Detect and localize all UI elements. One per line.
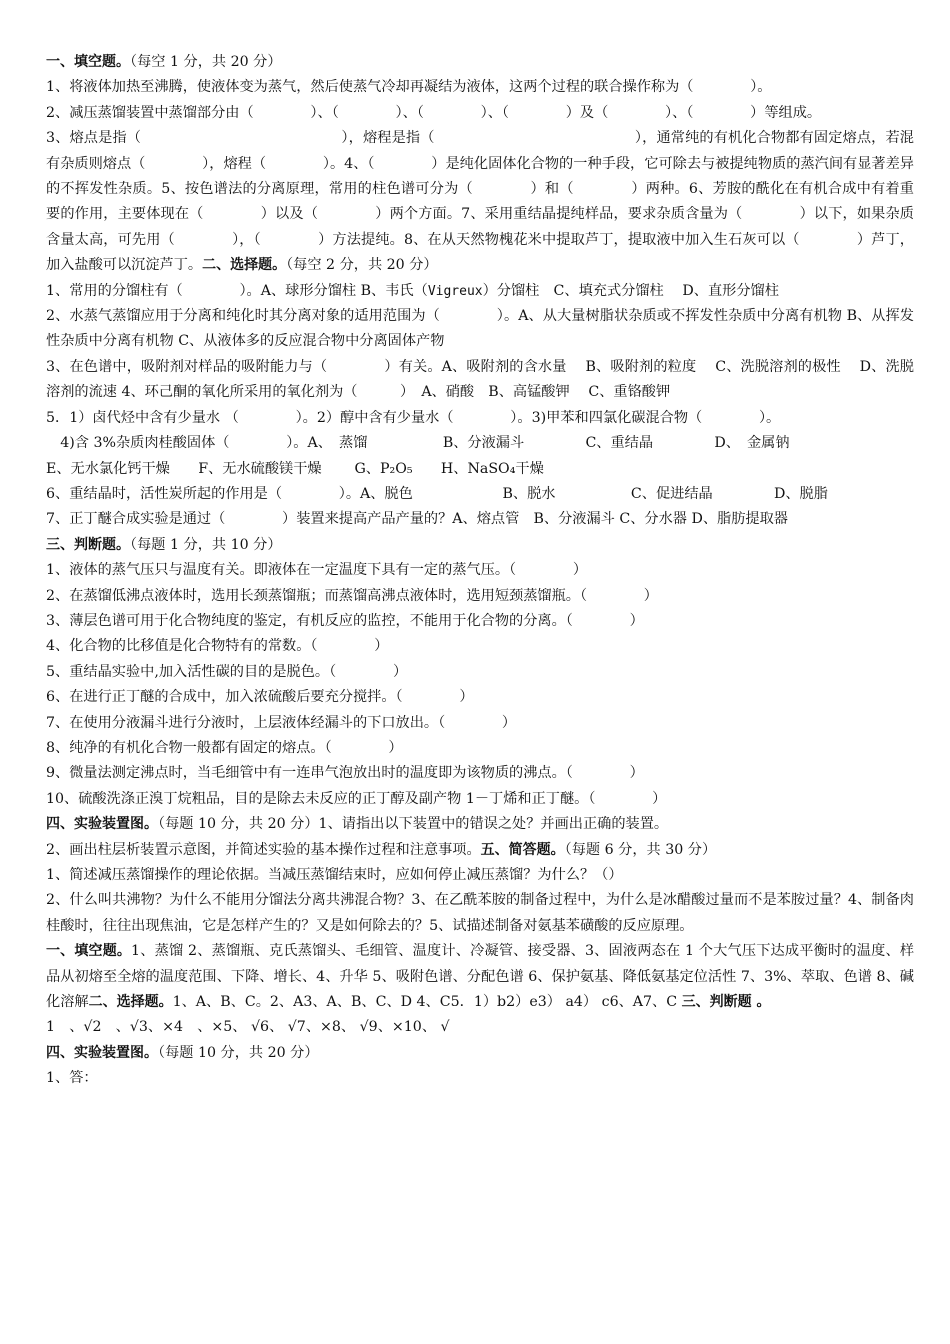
fill-q1: 1、将液体加热至沸腾，使液体变为蒸气，然后使蒸气冷却再凝结为液体，这两个过程的联合操作称为（ ）。 — [46, 79, 772, 96]
choice-q1-text-a: 1、常用的分馏柱有（ ）。A、球形分馏柱 B、韦氏（ — [46, 282, 428, 299]
short-q1: 1、简述减压蒸馏操作的理论依据。当减压蒸馏结束时，应如何停止减压蒸馏？为什么？（） — [46, 867, 623, 883]
judge-item: 2、在蒸馏低沸点液体时，选用长颈蒸馏瓶；而蒸馏高沸点液体时，选用短颈蒸馏瓶。（ ） — [46, 587, 658, 604]
section-fill-blank-heading: 一、填空题。 — [46, 54, 130, 70]
apparatus-q2: 2、画出柱层析装置示意图，并简述实验的基本操作过程和注意事项。 — [46, 841, 481, 858]
judge-item: 9、微量法测定沸点时，当毛细管中有一连串气泡放出时的温度即为该物质的沸点。（ ） — [46, 765, 644, 782]
section-apparatus — [46, 812, 914, 837]
answer-fill-blank-heading: 一、填空题。 — [46, 943, 132, 960]
apparatus-q1: 1、请指出以下装置中的错误之处？并画出正确的装置。 — [318, 816, 669, 833]
fill-q3-text: 3、熔点是指（ ），熔程是指（ ），通常纯的有机化合物都有固定熔点，若混有杂质则熔点（ ），熔程（ ）。4、（ ）是纯化固体化合物的一种手段，它可除去与被提纯物质的蒸汽间有显著差异的不挥发性杂质。5、按色谱法的分离原理，常用的柱色谱可分为（ ）和（ ）两种。6、芳胺的酰化在有机合成中有着重要的作用，主要体现在（ ）以及（ ）两个方面。7、采用重结晶提纯样品，要求杂质含量为（ ）以下，如果杂质含量太高，可先用（ ），（ ）方法提纯。8、在从天然物槐花米中提取芦丁，提取液中加入生石灰可以（ ）芦丁，加入盐酸可以沉淀芦丁。 — [46, 130, 914, 274]
fill-q2: 2、减压蒸馏装置中蒸馏部分由（ ）、（ ）、（ ）、（ ）及（ ）、（ ）等组成。 — [46, 104, 822, 121]
section-judge-note: （每题 1 分，共 10 分） — [130, 536, 282, 553]
section-judge-heading: 三、判断题。 — [46, 536, 130, 553]
choice-q5-line3: E、无水氯化钙干燥 F、无水硫酸镁干燥 G、P₂O₅ H、NaSO₄干燥 — [46, 460, 544, 477]
choice-q1-text-c: ）分馏柱 C、填充式分馏柱 D、直形分馏柱 — [482, 282, 779, 299]
short-q2-q5: 2、什么叫共沸物？为什么不能用分馏法分离共沸混合物？3、在乙酰苯胺的制备过程中，为什么是冰醋酸过量而不是苯胺过量？4、制备肉桂酸时，往往出现焦油，它是怎样产生的？又是如何除去的？5、试描述制备对氨基苯磺酸的反应原理。 — [46, 892, 914, 934]
section-short-heading: 五、简答题。 — [480, 841, 565, 858]
judge-item: 3、薄层色谱可用于化合物纯度的鉴定，有机反应的监控，不能用于化合物的分离。（ ） — [46, 612, 644, 629]
section-choice-heading: 二、选择题。 — [202, 257, 287, 274]
answer-judge-heading: 三、判断题 。 — [681, 994, 771, 1011]
choice-q3-q4: 3、在色谱中，吸附剂对样品的吸附能力与（ ）有关。A、吸附剂的含水量 B、吸附剂的粒度 C、洗脱溶剂的极性 D、洗脱溶剂的流速 4、环己酮的氧化所采用的氧化剂为（ ） A、硝酸 B、高锰酸钾 C、重铬酸钾 — [46, 358, 914, 401]
answer-fill-blank-text: 1、蒸馏 2、蒸馏瓶、克氏蒸馏头、毛细管、温度计、冷凝管、接受器、3、固液两态在 1 个大气压下达成平衡时的温度、样品从初熔至全熔的温度范围、下降、增长、4、升华 5、吸附色谱、分配色谱 6、保护氨基、降低氨基定位活性 7、3%、萃取、色谱 8、碱化溶解 — [46, 943, 915, 1011]
section-fill-blank — [46, 50, 914, 75]
section-judge — [46, 533, 914, 558]
answer-apparatus — [46, 1041, 914, 1066]
section-apparatus-heading: 四、实验装置图。 — [46, 816, 158, 833]
choice-q1-vigreux: Vigreux — [427, 283, 483, 299]
answer-apparatus-note: （每题 10 分，共 20 分） — [158, 1044, 319, 1061]
answer-fill-blank — [46, 939, 914, 1015]
section-choice-note: （每空 2 分，共 20 分） — [286, 257, 438, 274]
answer-apparatus-heading: 四、实验装置图。 — [46, 1044, 158, 1061]
fill-q3-q8 — [46, 126, 914, 278]
choice-q5-line1: 5．1）卤代烃中含有少量水 （ ）。2）醇中含有少量水（ ）。3)甲苯和四氯化碳混合物（ ）。 — [46, 409, 781, 426]
exam-page — [46, 50, 914, 1092]
judge-item: 7、在使用分液漏斗进行分液时，上层液体经漏斗的下口放出。（ ） — [46, 714, 517, 731]
choice-q7: 7、正丁醚合成实验是通过（ ）装置来提高产品产量的？A、熔点管 B、分液漏斗 C、分水器 D、脂肪提取器 — [46, 511, 788, 528]
judge-item: 10、硫酸洗涤正溴丁烷粗品，目的是除去未反应的正丁醇及副产物 1－丁烯和正丁醚。（ ） — [46, 790, 667, 807]
choice-q5-line2: 4)含 3%杂质肉桂酸固体（ ）。A、 蒸馏 B、分液漏斗 C、重结晶 D、 金属钠 — [46, 435, 790, 452]
judge-item: 1、液体的蒸气压只与温度有关。即液体在一定温度下具有一定的蒸气压。（ ） — [46, 562, 588, 579]
section-fill-blank-note: （每空 1 分，共 20 分） — [130, 54, 282, 70]
answer-choice-text: 1、A、B、C。2、A3、A、B、C、D 4、C5．1）b2）e3） a4） c6、A7、C — [172, 994, 682, 1011]
section-short-note: （每题 6 分，共 30 分） — [564, 841, 717, 858]
choice-q2: 2、水蒸气蒸馏应用于分离和纯化时其分离对象的适用范围为（ ）。A、从大量树脂状杂质或不挥发性杂质中分离有机物 B、从挥发性杂质中分离有机物 C、从液体多的反应混合物中分离固体产物 — [46, 308, 914, 350]
choice-q1 — [46, 279, 914, 304]
answer-choice-heading: 二、选择题。 — [88, 994, 173, 1011]
judge-item: 4、化合物的比移值是化合物特有的常数。（ ） — [46, 638, 389, 655]
answer-judge-text: 1 、√2 、√3、×4 、×5、 √6、 √7、×8、 √9、×10、 √ — [46, 1019, 450, 1036]
answer-apparatus-q1: 1、答： — [46, 1070, 98, 1087]
judge-item: 6、在进行正丁醚的合成中，加入浓硫酸后要充分搅拌。（ ） — [46, 689, 474, 706]
choice-q6: 6、重结晶时，活性炭所起的作用是（ ）。A、脱色 B、脱水 C、促进结晶 D、脱脂 — [46, 485, 828, 502]
judge-item: 8、纯净的有机化合物一般都有固定的熔点。（ ） — [46, 739, 403, 756]
apparatus-q2-and-section-short — [46, 838, 914, 863]
judge-item: 5、重结晶实验中,加入活性碳的目的是脱色。（ ） — [46, 663, 408, 680]
section-apparatus-note: （每题 10 分，共 20 分） — [158, 816, 319, 833]
